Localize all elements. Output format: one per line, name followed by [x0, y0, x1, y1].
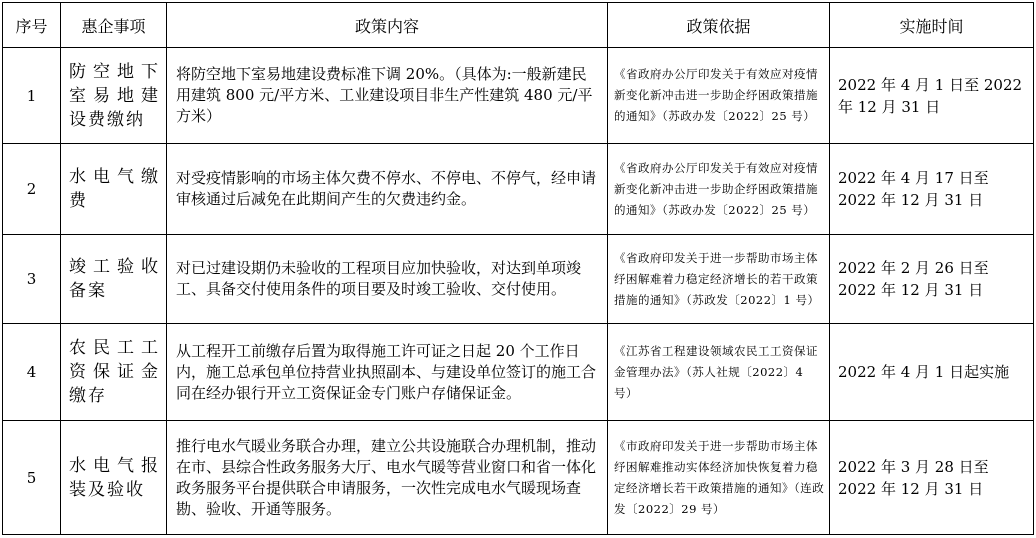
- header-item: 惠企事项: [61, 3, 167, 48]
- row-item: 水电气缴费: [61, 144, 167, 235]
- row-number: 2: [3, 144, 61, 235]
- header-content: 政策内容: [167, 3, 608, 48]
- row-time: 2022 年 2 月 26 日至 2022 年 12 月 31 日: [830, 235, 1034, 324]
- row-number: 1: [3, 48, 61, 144]
- header-no: 序号: [3, 3, 61, 48]
- row-content: 从工程开工前缴存后置为取得施工许可证之日起 20 个工作日内，施工总承包单位持营业执照副本、与建设单位签订的施工合同在经办银行开立工资保证金专门账户存储保证金。: [167, 324, 608, 421]
- row-time: 2022 年 4 月 17 日至 2022 年 12 月 31 日: [830, 144, 1034, 235]
- table-row: [3, 144, 1034, 235]
- header-basis: 政策依据: [608, 3, 830, 48]
- row-item: 农民工工资保证金缴存: [61, 324, 167, 421]
- row-content: 将防空地下室易地建设费标准下调 20%。（具体为:一般新建民用建筑 800 元/平方米、工业建设项目非生产性建筑 480 元/平方米）: [167, 48, 608, 144]
- table-row: [3, 235, 1034, 324]
- row-time: 2022 年 4 月 1 日起实施: [830, 324, 1034, 421]
- row-content: 对受疫情影响的市场主体欠费不停水、不停电、不停气，经申请审核通过后减免在此期间产生的欠费违约金。: [167, 144, 608, 235]
- row-content: 推行电水气暖业务联合办理，建立公共设施联合办理机制，推动在市、县综合性政务服务大厅、电水气暖等营业窗口和省一体化政务服务平台提供联合申请服务，一次性完成电水气暖现场查勘、验收、开通等服务。: [167, 421, 608, 535]
- row-item: 竣工验收备案: [61, 235, 167, 324]
- row-time: 2022 年 4 月 1 日至 2022 年 12 月 31 日: [830, 48, 1034, 144]
- row-item: 防空地下室易地建设费缴纳: [61, 48, 167, 144]
- row-basis: 《市政府印发关于进一步帮助市场主体纾困解难推动实体经济加快恢复着力稳定经济增长若干政策措施的通知》（连政发〔2022〕29 号）: [608, 421, 830, 535]
- header-row: [3, 3, 1034, 48]
- row-item: 水电气报装及验收: [61, 421, 167, 535]
- row-number: 4: [3, 324, 61, 421]
- header-time: 实施时间: [830, 3, 1034, 48]
- table-row: [3, 421, 1034, 535]
- row-number: 3: [3, 235, 61, 324]
- row-basis: 《省政府办公厅印发关于有效应对疫情新变化新冲击进一步助企纾困政策措施的通知》（苏政办发〔2022〕25 号）: [608, 48, 830, 144]
- table-row: [3, 48, 1034, 144]
- row-basis: 《江苏省工程建设领域农民工工资保证金管理办法》（苏人社规〔2022〕4 号）: [608, 324, 830, 421]
- row-number: 5: [3, 421, 61, 535]
- row-time: 2022 年 3 月 28 日至 2022 年 12 月 31 日: [830, 421, 1034, 535]
- row-basis: 《省政府印发关于进一步帮助市场主体纾困解难着力稳定经济增长的若干政策措施的通知》（苏政发〔2022〕1 号）: [608, 235, 830, 324]
- policy-table: [2, 2, 1034, 535]
- row-content: 对已过建设期仍未验收的工程项目应加快验收，对达到单项竣工、具备交付使用条件的项目要及时竣工验收、交付使用。: [167, 235, 608, 324]
- table-row: [3, 324, 1034, 421]
- row-basis: 《省政府办公厅印发关于有效应对疫情新变化新冲击进一步助企纾困政策措施的通知》（苏政办发〔2022〕25 号）: [608, 144, 830, 235]
